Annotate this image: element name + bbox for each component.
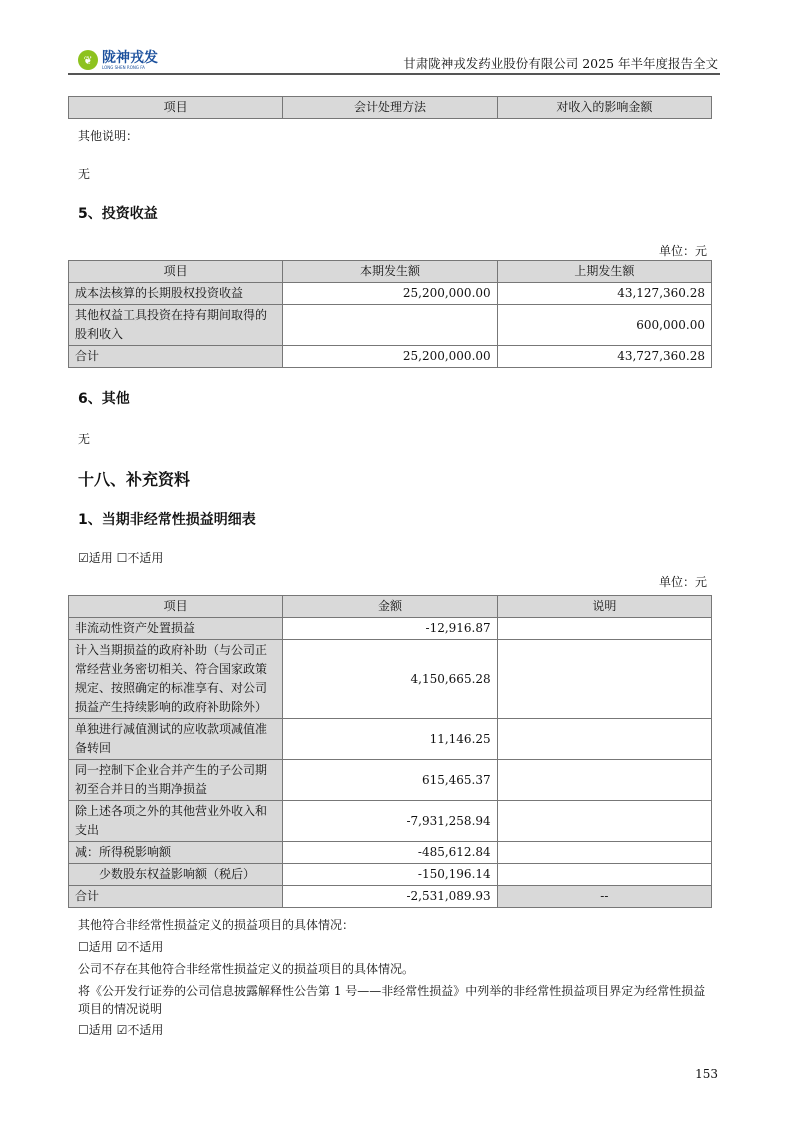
- row-label: 合计: [69, 346, 283, 368]
- table-row: [69, 760, 712, 801]
- unit-label: 单位：元: [658, 575, 707, 589]
- cell-value: [497, 760, 711, 801]
- page-header: [0, 0, 793, 76]
- note-text: 将《公开发行证券的公司信息披露解释性公告第 1 号——非经常性损益》中列举的非经常性损益项目界定为经常性损益项目的情况说明: [78, 984, 706, 1016]
- unit-label: 单位：元: [658, 244, 707, 258]
- col-header: 说明: [497, 596, 711, 618]
- note-text: 公司不存在其他符合非经常性损益定义的损益项目的具体情况。: [78, 962, 415, 976]
- non-recurring-items-table: [68, 595, 712, 908]
- applicable-checkbox: ☐适用 ☑不适用: [78, 940, 164, 954]
- col-header: 对收入的影响金额: [497, 97, 711, 119]
- cell-value: -2,531,089.93: [283, 886, 497, 908]
- cell-value: [497, 801, 711, 842]
- col-header: 项目: [69, 596, 283, 618]
- col-header: 会计处理方法: [283, 97, 497, 119]
- table-row: [69, 283, 712, 305]
- note-text: 其他符合非经常性损益定义的损益项目的具体情况：: [78, 918, 355, 932]
- cell-value: 4,150,665.28: [283, 640, 497, 719]
- section-heading: 1、当期非经常性损益明细表: [78, 512, 256, 528]
- cell-value: -150,196.14: [283, 864, 497, 886]
- cell-value: [283, 305, 497, 346]
- cell-value: [497, 719, 711, 760]
- revenue-impact-table: [68, 96, 712, 119]
- other-note-label: 其他说明：: [78, 129, 139, 143]
- row-label: 成本法核算的长期股权投资收益: [69, 283, 283, 305]
- table-row: [69, 618, 712, 640]
- cell-value: 615,465.37: [283, 760, 497, 801]
- section-heading: 6、其他: [78, 391, 130, 407]
- table-row: [69, 842, 712, 864]
- applicable-checkbox: ☐适用 ☑不适用: [78, 1023, 164, 1037]
- section-heading: 5、投资收益: [78, 206, 158, 222]
- cell-value: -12,916.87: [283, 618, 497, 640]
- page-content: [0, 76, 793, 1039]
- cell-value: 43,727,360.28: [497, 346, 711, 368]
- table-row: [69, 346, 712, 368]
- cell-value: --: [497, 886, 711, 908]
- applicable-checkbox: ☑适用 ☐不适用: [78, 551, 164, 565]
- col-header: 项目: [69, 97, 283, 119]
- cell-value: 25,200,000.00: [283, 283, 497, 305]
- row-label: 同一控制下企业合并产生的子公司期初至合并日的当期净损益: [69, 760, 283, 801]
- row-label: 计入当期损益的政府补助（与公司正常经营业务密切相关、符合国家政策规定、按照确定的标准享有、对公司损益产生持续影响的政府补助除外）: [69, 640, 283, 719]
- cell-value: 25,200,000.00: [283, 346, 497, 368]
- col-header: 项目: [69, 261, 283, 283]
- table-row: [69, 801, 712, 842]
- cell-value: [497, 864, 711, 886]
- page-number: 153: [695, 1067, 718, 1081]
- cell-value: [497, 618, 711, 640]
- row-label: 减：所得税影响额: [69, 842, 283, 864]
- table-row: [69, 305, 712, 346]
- header-divider: [68, 73, 720, 75]
- none-text: 无: [78, 167, 91, 181]
- cell-value: 11,146.25: [283, 719, 497, 760]
- col-header: 金额: [283, 596, 497, 618]
- row-label: 非流动性资产处置损益: [69, 618, 283, 640]
- cell-value: -7,931,258.94: [283, 801, 497, 842]
- table-row: [69, 719, 712, 760]
- document-title: 甘肃陇神戎发药业股份有限公司 2025 年半年度报告全文: [403, 56, 718, 71]
- logo-text: 陇神戎发: [102, 49, 158, 66]
- cell-value: [497, 640, 711, 719]
- cell-value: [497, 842, 711, 864]
- none-text: 无: [78, 432, 91, 446]
- row-label: 合计: [69, 886, 283, 908]
- table-row: [69, 886, 712, 908]
- col-header: 本期发生额: [283, 261, 497, 283]
- investment-income-table: [68, 260, 712, 368]
- logo-subtext: LONG SHEN RONG FA: [102, 64, 145, 70]
- row-label: 除上述各项之外的其他营业外收入和支出: [69, 801, 283, 842]
- row-label: 其他权益工具投资在持有期间取得的股利收入: [69, 305, 283, 346]
- row-label: 单独进行减值测试的应收款项减值准备转回: [69, 719, 283, 760]
- cell-value: 600,000.00: [497, 305, 711, 346]
- row-label: 少数股东权益影响额（税后）: [69, 864, 283, 886]
- cell-value: 43,127,360.28: [497, 283, 711, 305]
- chapter-heading: 十八、补充资料: [78, 470, 191, 489]
- table-row: [69, 864, 712, 886]
- logo-icon: ❦: [78, 50, 98, 70]
- cell-value: -485,612.84: [283, 842, 497, 864]
- col-header: 上期发生额: [497, 261, 711, 283]
- company-logo: [78, 50, 158, 70]
- table-row: [69, 640, 712, 719]
